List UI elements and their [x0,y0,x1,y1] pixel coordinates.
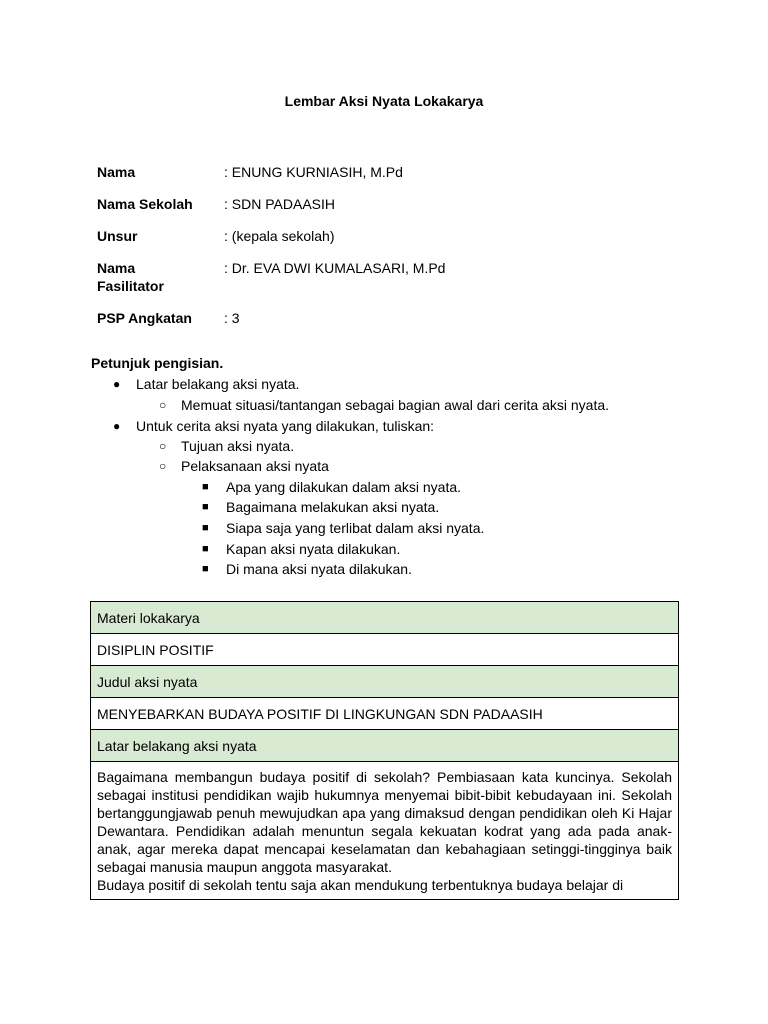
instruction-text: Memuat situasi/tantangan sebagai bagian awal dari cerita aksi nyata. [181,397,610,413]
bullet-disc-icon: ● [113,377,121,391]
instruction-text: Siapa saja yang terlibat dalam aksi nyata. [226,520,485,536]
instruction-text: Tujuan aksi nyata. [181,438,295,454]
info-label: Nama Fasilitator [97,260,164,294]
instruction-text: Di mana aksi nyata dilakukan. [226,561,412,577]
latar-paragraph: Budaya positif di sekolah tentu saja akan mendukung terbentuknya budaya belajar di [97,877,624,893]
info-value: : Dr. EVA DWI KUMALASARI, M.Pd [224,260,446,276]
worksheet-table [90,601,679,900]
page-title: Lembar Aksi Nyata Lokakarya [284,93,484,109]
bullet-square-icon: ■ [202,543,209,555]
bullet-square-icon: ■ [202,563,209,575]
instructions-heading: Petunjuk pengisian. [91,355,224,371]
table-row [91,602,679,634]
instruction-item [159,457,329,475]
instruction-item [202,560,412,578]
instruction-item [159,396,610,414]
bullet-circle-icon: ○ [159,439,167,453]
table-row [91,762,679,900]
bullet-circle-icon: ○ [159,398,167,412]
latar-paragraph: Bagaimana membangun budaya positif di sekolah? Pembiasaan kata kuncinya. Sekolah sebagai institusi pendidikan wajib hukumnya menyemai bibit-bibit kebudayaan ini. Sekolah bertanggungjawab penuh mewujudkan apa yang dimaksud dengan pendidikan oleh Ki Hajar Dewantara. Pendidikan adalah menuntun segala kekuatan kodrat yang ada pada anak-anak, agar mereka dapat mencapai keselamatan dan kebahagiaan setinggi-tingginya baik sebagai manusia maupun anggota masyarakat. [97,769,672,875]
table-row [91,698,679,730]
instruction-text: Untuk cerita aksi nyata yang dilakukan, tuliskan: [136,418,435,434]
instruction-text: Apa yang dilakukan dalam aksi nyata. [226,479,462,495]
table-row [91,730,679,762]
instruction-item [202,478,462,496]
latar-label-cell: Latar belakang aksi nyata [91,730,679,762]
info-label: PSP Angkatan [97,310,192,326]
table-row [91,634,679,666]
info-value: : SDN PADAASIH [224,196,335,212]
bullet-square-icon: ■ [202,522,209,534]
instruction-item [113,375,300,393]
judul-value-cell: MENYEBARKAN BUDAYA POSITIF DI LINGKUNGAN SDN PADAASIH [91,698,679,730]
bullet-circle-icon: ○ [159,459,167,473]
instruction-item [202,519,485,537]
info-value: : ENUNG KURNIASIH, M.Pd [224,164,403,180]
table-row [91,666,679,698]
judul-label-cell: Judul aksi nyata [91,666,679,698]
info-value: : (kepala sekolah) [224,228,335,244]
latar-content-cell [91,762,679,900]
materi-value-cell: DISIPLIN POSITIF [91,634,679,666]
instruction-item [202,498,440,516]
instruction-text: Pelaksanaan aksi nyata [181,458,329,474]
info-label: Unsur [97,228,138,244]
instruction-text: Kapan aksi nyata dilakukan. [226,541,401,557]
instruction-text: Latar belakang aksi nyata. [136,376,300,392]
instruction-item [202,540,401,558]
instruction-item [113,417,435,435]
bullet-disc-icon: ● [113,419,121,433]
info-value: : 3 [224,310,240,326]
info-label: Nama Sekolah [97,196,193,212]
instruction-text: Bagaimana melakukan aksi nyata. [226,499,440,515]
bullet-square-icon: ■ [202,481,209,493]
instruction-item [159,437,295,455]
bullet-square-icon: ■ [202,501,209,513]
materi-label-cell: Materi lokakarya [91,602,679,634]
info-label: Nama [97,164,136,180]
